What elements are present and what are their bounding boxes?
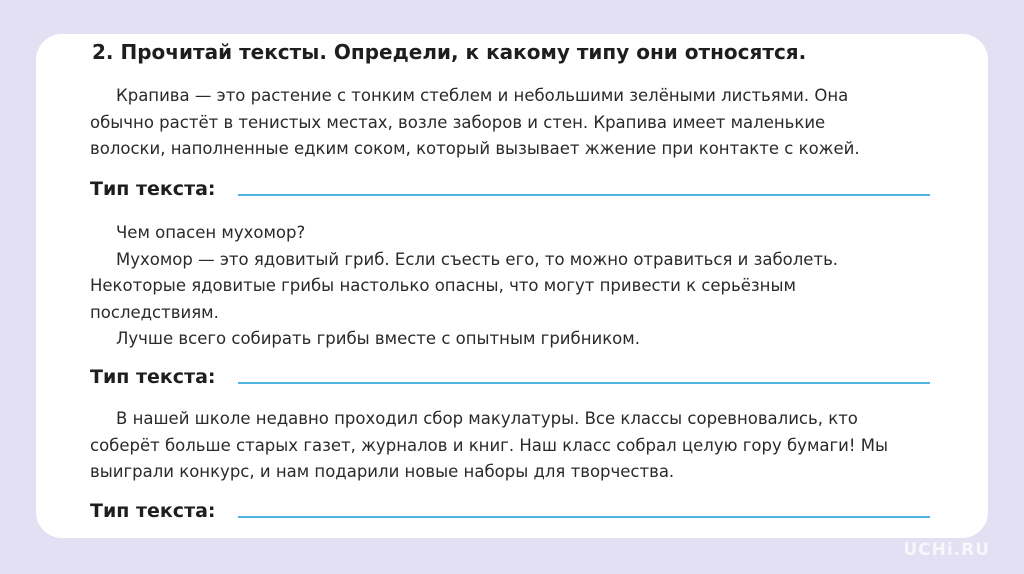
answer-line-1[interactable] — [238, 194, 930, 196]
text-2-line-4: последствиям. — [90, 302, 219, 322]
text-2 — [90, 220, 838, 353]
brand-watermark: UCHi.RU — [903, 540, 990, 560]
text-2-line-2: Мухомор — это ядовитый гриб. Если съесть его, то можно отравиться и заболеть. — [116, 249, 839, 269]
text-1-line-1: Крапива — это растение с тонким стеблем и небольшими зелёными листьями. Она — [116, 86, 849, 105]
text-2-line-3: Некоторые ядовитые грибы настолько опасны, что могут привести к серьёзным — [90, 276, 796, 295]
text-2-line-1: Чем опасен мухомор? — [116, 223, 306, 242]
text-3-line-2: соберёт больше старых газет, журналов и книг. Наш класс собрал целую гору бумаги! Мы — [90, 435, 889, 455]
task-title: 2. Прочитай тексты. Определи, к какому типу они относятся. — [92, 40, 807, 64]
answer-line-3[interactable] — [238, 516, 930, 518]
answer-label-2: Тип текста: — [90, 366, 216, 388]
text-3-line-3: выиграли конкурс, и нам подарили новые наборы для творчества. — [90, 462, 675, 481]
text-3-line-1: В нашей школе недавно проходил сбор макулатуры. Все классы соревновались, кто — [116, 409, 858, 428]
text-1 — [90, 83, 860, 163]
answer-line-2[interactable] — [238, 382, 930, 384]
text-1-line-3: волоски, наполненные едким соком, который вызывает жжение при контакте с кожей. — [90, 139, 860, 158]
answer-label-1: Тип текста: — [90, 178, 216, 200]
text-3 — [90, 406, 888, 486]
answer-label-3: Тип текста: — [90, 500, 216, 522]
text-2-line-5: Лучше всего собирать грибы вместе с опытным грибником. — [116, 329, 640, 348]
text-1-line-2: обычно растёт в тенистых местах, возле заборов и стен. Крапива имеет маленькие — [90, 112, 826, 132]
